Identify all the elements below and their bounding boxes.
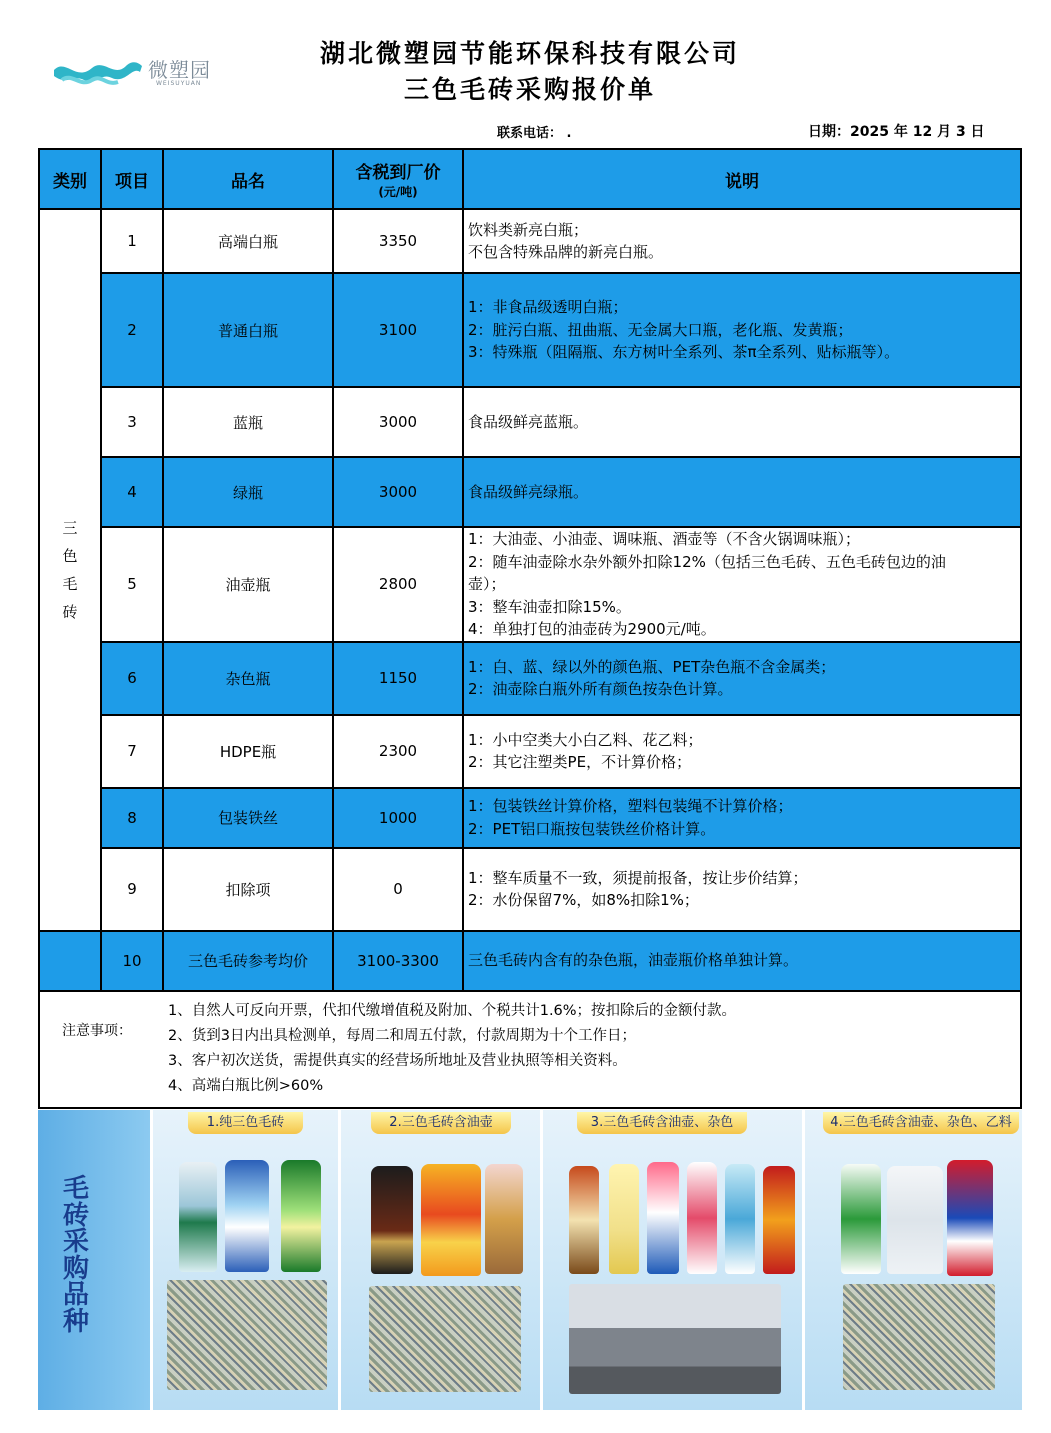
white-jug-photo xyxy=(887,1166,943,1274)
product-name: 扣除项 xyxy=(163,848,333,931)
product-tag-2: 2.三色毛砖含油壶 xyxy=(371,1112,511,1134)
note-item: 4、高端白瓶比例>60% xyxy=(168,1077,324,1094)
detergent-bottle-photo xyxy=(947,1160,993,1276)
description-line: 1：包装铁丝计算价格，塑料包装绳不计算价格； xyxy=(468,797,793,815)
company-name: 湖北微塑园节能环保科技有限公司 xyxy=(319,39,740,68)
product-description xyxy=(463,457,1021,527)
header-note: 说明 xyxy=(463,149,1021,209)
bale-photo-2 xyxy=(369,1286,521,1392)
description-line: 壶）； xyxy=(468,575,506,593)
description-line: 2：水份保留7%，如8%扣除1%； xyxy=(468,891,699,909)
notes-cell xyxy=(39,991,1021,1108)
table-row xyxy=(39,527,1021,642)
product-name: 高端白瓶 xyxy=(163,209,333,273)
description-line: 2：脏污白瓶、扭曲瓶、无金属大口瓶，老化瓶、发黄瓶； xyxy=(468,320,853,339)
product-tag-1: 1.纯三色毛砖 xyxy=(188,1112,303,1134)
table-row xyxy=(39,788,1021,848)
logo-english-name: WEISUYUAN xyxy=(156,80,202,87)
ad-calcium-bottle-photo xyxy=(841,1164,881,1274)
document-title: 三色毛砖采购报价单 xyxy=(403,75,656,104)
item-number: 5 xyxy=(101,527,163,642)
drink-bottle-photo-1 xyxy=(569,1166,599,1274)
notes-label: 注意事项： xyxy=(62,1022,132,1039)
wave-logo-icon xyxy=(52,56,144,90)
product-name: 绿瓶 xyxy=(163,457,333,527)
product-description xyxy=(463,848,1021,931)
seasoning-bottle-photo xyxy=(485,1164,523,1274)
table-row xyxy=(39,642,1021,715)
product-description xyxy=(463,387,1021,457)
trucks-photo xyxy=(569,1284,781,1394)
product-description xyxy=(463,715,1021,788)
summary-item-number: 10 xyxy=(101,931,163,991)
header-price-unit: (元/吨) xyxy=(378,185,418,199)
green-bottle-photo xyxy=(281,1160,321,1272)
soy-sauce-bottle-photo xyxy=(371,1166,413,1274)
description-line: 1：小中空类大小白乙料、花乙料； xyxy=(468,730,703,749)
drink-bottle-photo-4 xyxy=(687,1162,717,1274)
product-tag-4: 4.三色毛砖含油壶、杂色、乙料 xyxy=(823,1112,1019,1134)
category-cell: 三 色 毛 砖 xyxy=(39,209,101,931)
drink-bottle-photo-3 xyxy=(647,1162,679,1274)
product-name: 包装铁丝 xyxy=(163,788,333,848)
product-price: 3350 xyxy=(333,209,463,273)
drink-bottle-photo-2 xyxy=(609,1164,639,1274)
description-line: 1：大油壶、小油壶、调味瓶、酒壶等（不含火锅调味瓶）； xyxy=(468,530,861,548)
table-row xyxy=(39,848,1021,931)
table-header-row xyxy=(39,149,1021,209)
summary-row xyxy=(39,931,1021,991)
drink-bottle-photo-5 xyxy=(725,1164,755,1274)
item-number: 2 xyxy=(101,273,163,387)
description-line: 食品级鲜亮蓝瓶。 xyxy=(468,412,589,431)
product-tag-3: 3.三色毛砖含油壶、杂色 xyxy=(577,1112,747,1134)
product-name: 杂色瓶 xyxy=(163,642,333,715)
product-type-1 xyxy=(150,1110,338,1410)
header-price-label: 含税到厂价 xyxy=(355,163,441,183)
product-price: 0 xyxy=(333,848,463,931)
note-item: 2、货到3日内出具检测单，每周二和周五付款，付款周期为十个工作日； xyxy=(168,1027,636,1044)
product-price: 2800 xyxy=(333,527,463,642)
summary-name: 三色毛砖参考均价 xyxy=(163,931,333,991)
description-line: 2：PET铝口瓶按包装铁丝价格计算。 xyxy=(468,819,716,838)
header-price xyxy=(333,149,463,209)
item-number: 9 xyxy=(101,848,163,931)
item-number: 7 xyxy=(101,715,163,788)
header-category: 类别 xyxy=(39,149,101,209)
header-name: 品名 xyxy=(163,149,333,209)
product-price: 1150 xyxy=(333,642,463,715)
document-date: 日期：2025 年 12 月 3 日 xyxy=(808,124,985,140)
summary-category-cell xyxy=(39,931,101,991)
description-line: 1：整车质量不一致，须提前报备，按让步价结算； xyxy=(468,868,808,887)
description-line: 3：特殊瓶（阻隔瓶、东方树叶全系列、茶π全系列、贴标瓶等）。 xyxy=(468,343,900,362)
bale-photo-4 xyxy=(843,1284,995,1390)
logo-chinese-name: 微塑园 xyxy=(148,58,211,82)
oil-jug-photo xyxy=(421,1164,481,1276)
product-name: 蓝瓶 xyxy=(163,387,333,457)
description-line: 2：其它注塑类PE，不计算价格； xyxy=(468,753,692,771)
description-line: 2：随车油壶除水杂外额外扣除12%（包括三色毛砖、五色毛砖包边的油 xyxy=(468,552,946,571)
item-number: 3 xyxy=(101,387,163,457)
product-name: HDPE瓶 xyxy=(163,715,333,788)
panel-side-banner xyxy=(38,1110,150,1410)
product-description xyxy=(463,527,1021,642)
item-number: 4 xyxy=(101,457,163,527)
product-price: 3000 xyxy=(333,457,463,527)
note-item: 1、自然人可反向开票，代扣代缴增值税及附加、个税共计1.6%；按扣除后的金额付款。 xyxy=(168,1002,737,1019)
product-description xyxy=(463,209,1021,273)
product-name: 油壶瓶 xyxy=(163,527,333,642)
item-number: 6 xyxy=(101,642,163,715)
product-price: 3100 xyxy=(333,273,463,387)
item-number: 1 xyxy=(101,209,163,273)
table-row xyxy=(39,273,1021,387)
panel-side-title: 毛 砖 采 购 品 种 xyxy=(62,1174,89,1337)
product-type-2 xyxy=(338,1110,540,1410)
product-type-3 xyxy=(540,1110,802,1410)
description-line: 3：整车油壶扣除15%。 xyxy=(468,597,631,616)
summary-price: 3100-3300 xyxy=(333,931,463,991)
description-line: 不包含特殊品牌的新亮白瓶。 xyxy=(468,243,664,261)
contact-phone: 联系电话： . xyxy=(497,126,572,141)
description-line: 1：非食品级透明白瓶； xyxy=(468,298,628,317)
table-row xyxy=(39,387,1021,457)
item-number: 8 xyxy=(101,788,163,848)
company-logo xyxy=(52,50,222,96)
product-types-panel xyxy=(38,1110,1022,1410)
blue-bottle-photo xyxy=(225,1160,269,1272)
drink-bottle-photo-6 xyxy=(763,1166,795,1274)
product-description xyxy=(463,788,1021,848)
description-line: 饮料类新亮白瓶； xyxy=(468,220,589,239)
table-row xyxy=(39,715,1021,788)
summary-note: 三色毛砖内含有的杂色瓶，油壶瓶价格单独计算。 xyxy=(463,931,1021,991)
notes-list xyxy=(168,998,736,1098)
description-line: 2：油壶除白瓶外所有颜色按杂色计算。 xyxy=(468,680,733,698)
header-item: 项目 xyxy=(101,149,163,209)
product-type-4 xyxy=(802,1110,1022,1410)
note-item: 3、客户初次送货，需提供真实的经营场所地址及营业执照等相关资料。 xyxy=(168,1052,627,1069)
water-bottle-photo xyxy=(179,1162,217,1272)
product-description xyxy=(463,642,1021,715)
quote-table xyxy=(38,148,1022,1109)
description-line: 4：单独打包的油壶砖为2900元/吨。 xyxy=(468,620,716,638)
description-line: 食品级鲜亮绿瓶。 xyxy=(468,482,589,501)
product-price: 3000 xyxy=(333,387,463,457)
table-row xyxy=(39,457,1021,527)
product-name: 普通白瓶 xyxy=(163,273,333,387)
product-description xyxy=(463,273,1021,387)
description-line: 1：白、蓝、绿以外的颜色瓶、PET杂色瓶不含金属类； xyxy=(468,657,836,676)
product-price: 2300 xyxy=(333,715,463,788)
table-row xyxy=(39,209,1021,273)
product-price: 1000 xyxy=(333,788,463,848)
notes-row xyxy=(39,991,1021,1108)
bale-photo-1 xyxy=(167,1280,327,1390)
